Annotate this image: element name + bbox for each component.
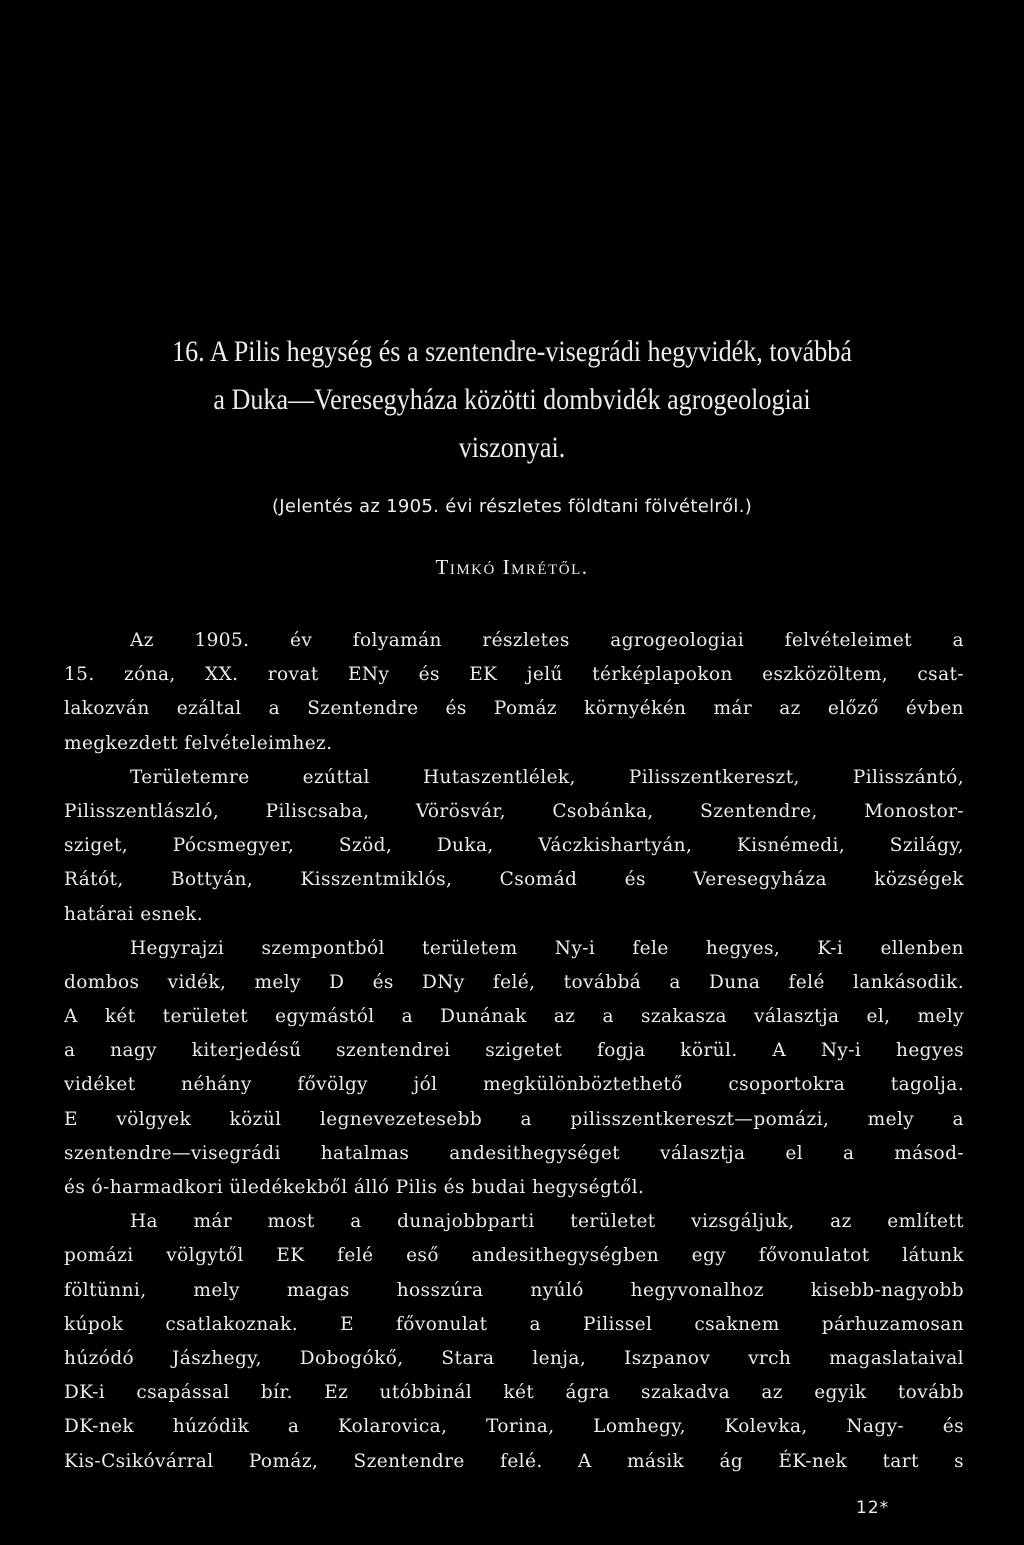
body-line: vidéket néhány fővölgy jól megkülönböztethető csoportokra tagolja. (64, 1074, 964, 1096)
body-text (64, 624, 964, 1479)
body-line: határai esnek. (64, 903, 204, 925)
report-subtitle: (Jelentés az 1905. évi részletes földtani fölvételről.) (271, 496, 753, 517)
body-line: DK-nek húzódik a Kolarovica, Torina, Lomhegy, Kolevka, Nagy- és (64, 1416, 964, 1438)
body-line: és ó-harmadkori üledékekből álló Pilis és budai hegységtől. (64, 1177, 645, 1198)
body-line: szentendre—visegrádi hatalmas andesithegységet választja el a másod- (64, 1142, 964, 1164)
body-line: a nagy kiterjedésű szentendrei szigetet fogja körül. A Ny-i hegyes (64, 1040, 964, 1062)
article-title-line-2: a Duka—Veresegyháza közötti dombvidék agrogeologiai (213, 383, 811, 416)
body-line: húzódó Jászhegy, Dobogókő, Stara lenja, Iszpanov vrch magaslataival (64, 1347, 964, 1369)
body-line: DK-i csapással bír. Ez utóbbinál két ágra szakadva az egyik tovább (64, 1382, 964, 1404)
body-line: Területemre ezúttal Hutaszentlélek, Pilisszentkereszt, Pilisszántó, (130, 766, 964, 788)
body-line: Hegyrajzi szempontból területem Ny-i fele hegyes, K-i ellenben (130, 937, 964, 959)
body-line: föltünni, mely magas hosszúra nyúló hegyvonalhoz kisebb-nagyobb (64, 1279, 964, 1301)
body-line: Pilisszentlászló, Piliscsaba, Vörösvár, Csobánka, Szentendre, Monostor- (64, 800, 964, 822)
body-line: dombos vidék, mely D és DNy felé, továbbá a Duna felé lankásodik. (64, 971, 964, 993)
body-line: E völgyek közül legnevezetesebb a pilisszentkereszt—pomázi, mely a (64, 1108, 964, 1130)
body-line: Kis-Csikóvárral Pomáz, Szentendre felé. A másik ág ÉK-nek tart s (64, 1450, 964, 1472)
body-line: Ha már most a dunajobbparti területet vizsgáljuk, az említett (130, 1211, 964, 1233)
body-line: megkezdett felvételeimhez. (64, 732, 333, 754)
author-line: Timkó Imrétől. (435, 555, 589, 579)
body-line: 15. zóna, XX. rovat ENy és EK jelű térképlapokon eszközöltem, csat- (64, 664, 964, 686)
body-line: Az 1905. év folyamán részletes agrogeologiai felvételeimet a (130, 630, 964, 651)
page-signature: 12* (856, 1498, 890, 1518)
body-line: A két területet egymástól a Dunának az a szakasza választja el, mely (64, 1006, 964, 1028)
body-line: lakozván ezáltal a Szentendre és Pomáz környékén már az előző évben (64, 698, 964, 720)
body-line: sziget, Pócsmegyer, Szöd, Duka, Váczkishartyán, Kisnémedi, Szilágy, (64, 835, 964, 857)
article-title-line-1: 16. A Pilis hegység és a szentendre-visegrádi hegyvidék, továbbá (172, 335, 852, 368)
body-line: Rátót, Bottyán, Kisszentmiklós, Csomád és Veresegyháza községek (64, 869, 964, 891)
body-line: pomázi völgytől EK felé eső andesithegységben egy fővonulatot látunk (64, 1245, 964, 1267)
article-title-line-3: viszonyai. (458, 431, 566, 464)
body-line: kúpok csatlakoznak. E fővonulat a Pilissel csaknem párhuzamosan (64, 1313, 964, 1335)
